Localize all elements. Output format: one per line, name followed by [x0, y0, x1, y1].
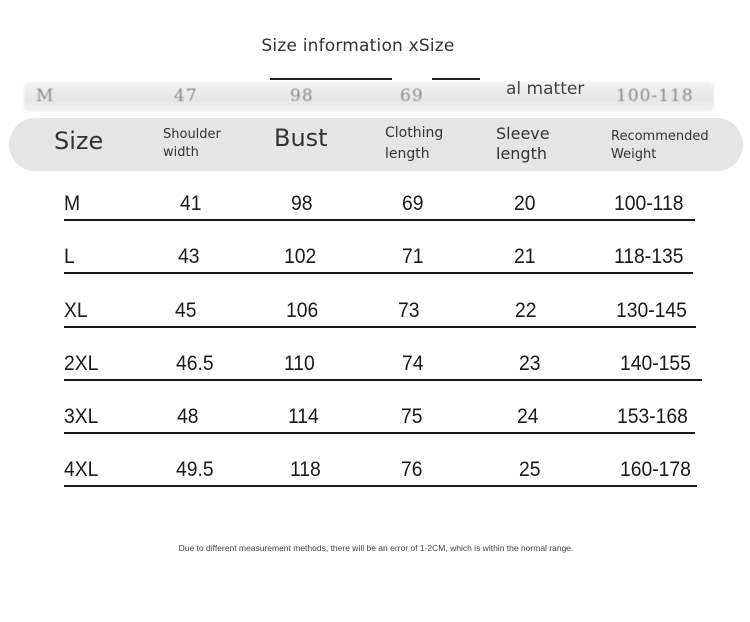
cell-length: 69 — [402, 192, 424, 215]
cell-shoulder: 43 — [178, 245, 200, 268]
cell-bust: 118 — [290, 458, 321, 481]
faded-strip-text: al matter — [506, 79, 585, 99]
cell-length: 71 — [402, 245, 424, 268]
cell-weight: 118-135 — [614, 245, 684, 268]
strip-rule — [270, 78, 392, 80]
cell-weight: 160-178 — [620, 458, 691, 481]
page-title: Size information xSize — [261, 36, 455, 56]
cell-weight: 153-168 — [617, 405, 688, 428]
row-underline — [64, 272, 693, 274]
header-sleeve-length: Sleeve length — [496, 124, 550, 163]
faded-value: 69 — [400, 86, 424, 106]
cell-size: L — [64, 245, 75, 268]
row-underline — [64, 326, 696, 328]
faded-value: 100-118 — [616, 86, 694, 106]
row-underline — [64, 219, 695, 221]
faded-previous-row — [24, 76, 714, 118]
cell-weight: 140-155 — [620, 352, 691, 375]
cell-bust: 110 — [284, 352, 315, 375]
cell-shoulder: 45 — [175, 299, 197, 322]
header-shoulder-width: Shoulder width — [163, 127, 221, 160]
cell-sleeve: 21 — [514, 245, 536, 268]
header-recommended-weight: Recommended Weight — [611, 129, 709, 162]
cell-sleeve: 23 — [519, 352, 541, 375]
cell-sleeve: 25 — [519, 458, 541, 481]
cell-bust: 102 — [284, 245, 317, 268]
faded-value: M — [36, 86, 55, 106]
table-header — [9, 118, 743, 171]
header-bust: Bust — [274, 124, 328, 152]
cell-sleeve: 22 — [515, 299, 537, 322]
cell-weight: 130-145 — [616, 299, 687, 322]
header-size: Size — [54, 127, 104, 155]
cell-bust: 106 — [286, 299, 319, 322]
cell-shoulder: 46.5 — [176, 352, 214, 375]
row-underline — [64, 485, 697, 487]
cell-sleeve: 24 — [517, 405, 539, 428]
cell-size: 2XL — [64, 352, 99, 375]
cell-shoulder: 49.5 — [176, 458, 214, 481]
cell-shoulder: 48 — [177, 405, 199, 428]
cell-size: 3XL — [64, 405, 99, 428]
row-underline — [64, 432, 695, 434]
cell-bust: 98 — [291, 192, 313, 215]
measurement-footnote: Due to different measurement methods, there will be an error of 1-2CM, which is within the normal range. — [178, 543, 574, 553]
faded-strip-background — [24, 82, 714, 112]
cell-weight: 100-118 — [614, 192, 684, 215]
header-clothing-length: Clothing length — [385, 125, 444, 162]
cell-bust: 114 — [288, 405, 319, 428]
cell-size: 4XL — [64, 458, 99, 481]
faded-value: 98 — [290, 86, 314, 106]
strip-rule — [432, 78, 480, 80]
cell-length: 73 — [398, 299, 420, 322]
cell-sleeve: 20 — [514, 192, 536, 215]
row-underline — [64, 379, 702, 381]
cell-size: XL — [64, 299, 88, 322]
cell-length: 75 — [401, 405, 423, 428]
cell-shoulder: 41 — [180, 192, 202, 215]
cell-size: M — [64, 192, 81, 215]
cell-length: 74 — [402, 352, 424, 375]
cell-length: 76 — [401, 458, 423, 481]
faded-value: 47 — [174, 86, 198, 106]
